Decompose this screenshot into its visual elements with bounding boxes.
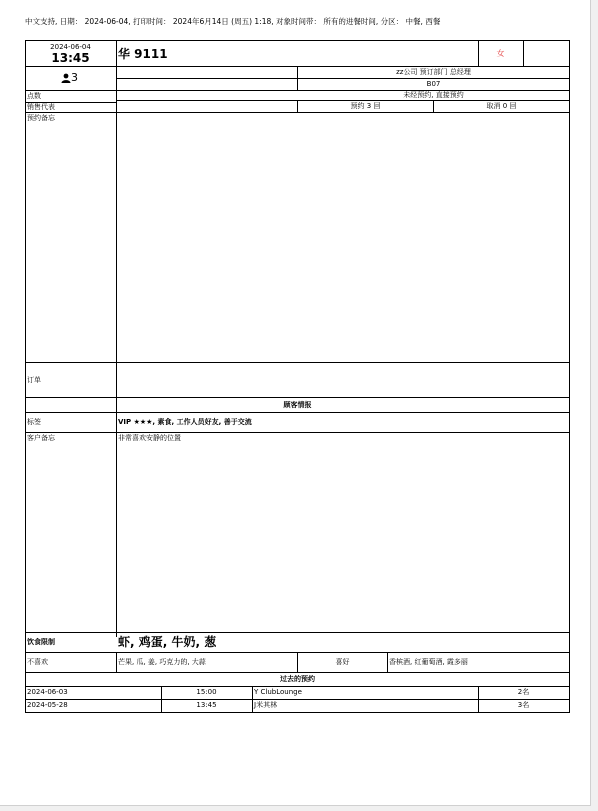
gender-badge: 女 [496, 49, 505, 58]
party-size [61, 72, 78, 83]
company-department: zz公司 预订部门 总经理 [396, 68, 471, 76]
person-icon [61, 73, 71, 83]
dislikes-value: 芒果, 瓜, 姜, 巧克力的, 大蒜 [118, 658, 206, 666]
guest-name: 华 9111 [118, 47, 168, 61]
reservation-time: 13:45 [51, 51, 90, 65]
reservation-date: 2024-06-04 [50, 43, 91, 51]
customer-info-title: 顾客情报 [283, 401, 312, 409]
past-people: 2名 [517, 688, 530, 696]
dislikes-label: 不喜欢 [27, 658, 48, 666]
past-venue: Y ClubLounge [254, 688, 302, 696]
points-label: 点数 [27, 92, 41, 100]
past-time: 15:00 [196, 688, 217, 696]
visit-status: 未经预约, 直接预约 [403, 91, 464, 99]
dietary-restrictions: 虾, 鸡蛋, 牛奶, 葱 [118, 635, 217, 649]
booking-notes-label: 预约备忘 [27, 114, 55, 122]
cancelled-count: 取消 0 回 [486, 102, 517, 110]
past-people: 3名 [517, 701, 530, 709]
reservation-sheet [25, 40, 570, 713]
order-label: 订单 [27, 376, 41, 384]
customer-notes: 非常喜欢安静的位置 [118, 434, 181, 442]
customer-tags: VIP ★★★, 素食, 工作人员好友, 善于交流 [118, 418, 252, 426]
tags-label: 标签 [27, 418, 41, 426]
past-date: 2024-06-03 [27, 688, 68, 696]
likes-label: 喜好 [335, 658, 350, 666]
past-reservations-title: 过去的预约 [280, 675, 315, 683]
likes-value: 香槟酒, 红葡萄酒, 霞多丽 [389, 658, 468, 666]
room-number: B07 [426, 80, 441, 88]
print-header: 中文支持, 日期： 2024-06-04, 打印时间： 2024年6月14日 (周五) 1:18, 对象时间带： 所有的进餐时间, 分区： 中餐, 西餐 [25, 17, 441, 26]
customer-notes-label: 客户备忘 [27, 434, 55, 442]
past-time: 13:45 [196, 701, 217, 709]
party-size-value: 3 [71, 71, 78, 84]
sales-rep-label: 销售代表 [27, 103, 55, 111]
past-date: 2024-05-28 [27, 701, 68, 709]
past-venue: J米其林 [254, 701, 278, 709]
dietary-label: 饮食限制 [27, 638, 55, 646]
reserved-count: 预约 3 回 [350, 102, 381, 110]
